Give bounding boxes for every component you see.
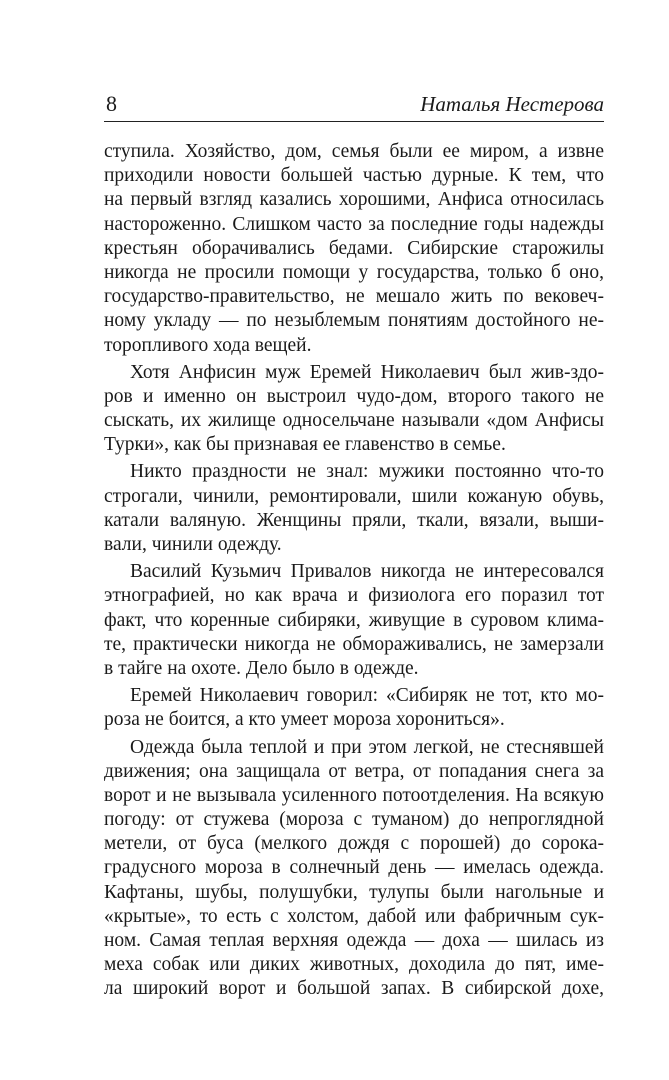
- running-head-author: Наталья Нестерова: [420, 92, 604, 116]
- text-line: те, практически никогда не обмораживались, не замерзали: [104, 633, 604, 655]
- page-number: 8: [106, 91, 117, 116]
- text-line: Никто праздности не знал: мужики постоянно что-то: [130, 461, 604, 483]
- text-line: ступила. Хозяйство, дом, семья были ее миром, а извне: [104, 141, 604, 162]
- text-line: ворот и не вызывала усиленного потоотделения. На всякую: [104, 784, 604, 806]
- text-line: метели, от буса (мелкого дождя с порошей) до сорока-: [104, 833, 604, 855]
- text-line: роза не боится, а кто умеет мороза хорониться».: [104, 709, 505, 731]
- header-rule: [104, 121, 604, 122]
- text-line: погоду: от стужева (мороза с туманом) до непроглядной: [104, 809, 604, 831]
- text-line: катали валяную. Женщины пряли, ткали, вязали, выши-: [104, 509, 604, 531]
- text-line: торопливого хода вещей.: [104, 334, 312, 356]
- body-text: [104, 140, 604, 1002]
- text-line: никогда не просили помощи у государства, только б оно,: [104, 261, 604, 283]
- text-line: вали, чинили одежду.: [104, 534, 282, 555]
- text-line: строгали, чинили, ремонтировали, шили кожаную обувь,: [104, 485, 604, 507]
- text-line: Еремей Николаевич говорил: «Сибиряк не тот, кто мо-: [130, 685, 604, 707]
- text-line: приходили новости большей частью дурные. К тем, что: [104, 165, 604, 187]
- text-line: «крытые», то есть с холстом, дабой или фабричным сук-: [104, 905, 604, 927]
- text-line: крестьян оборачивались бедами. Сибирские старожилы: [104, 237, 604, 259]
- text-line: государство-правительство, не мешало жить по вековеч-: [104, 286, 604, 308]
- text-line: ному укладу — по незыблемым понятиям достойного не-: [104, 310, 604, 332]
- text-line: в тайге на охоте. Дело было в одежде.: [104, 657, 419, 679]
- text-line: на первый взгляд казались хорошими, Анфиса относилась: [104, 189, 604, 211]
- text-line: движения; она защищала от ветра, от попадания снега за: [104, 760, 604, 782]
- text-line: Хотя Анфисин муж Еремей Николаевич был жив-здо-: [130, 361, 604, 383]
- text-line: сыскать, их жилище односельчане называли «дом Анфисы: [104, 410, 604, 432]
- text-line: градусного мороза в солнечный день — имелась одежда.: [104, 857, 604, 879]
- text-line: Кафтаны, шубы, полушубки, тулупы были нагольные и: [104, 881, 604, 903]
- text-line: ров и именно он выстроил чудо-дом, второго такого не: [104, 385, 604, 407]
- text-line: Турки», как бы признавая ее главенство в семье.: [104, 434, 506, 456]
- page-header: [104, 84, 604, 118]
- text-line: ном. Самая теплая верхняя одежда — доха — шилась из: [104, 930, 604, 951]
- text-line: ла широкий ворот и большой запах. В сибирской дохе,: [104, 978, 604, 1000]
- text-line: этнографией, но как врача и физиолога его поразил тот: [104, 585, 604, 607]
- text-line: факт, что коренные сибиряки, живущие в суровом клима-: [104, 609, 604, 631]
- text-line: настороженно. Слишком часто за последние годы надежды: [104, 213, 604, 235]
- text-line: Василий Кузьмич Привалов никогда не интересовался: [130, 561, 604, 583]
- text-line: меха собак или диких животных, доходила до пят, име-: [104, 954, 604, 976]
- text-line: Одежда была теплой и при этом легкой, не стеснявшей: [130, 736, 604, 758]
